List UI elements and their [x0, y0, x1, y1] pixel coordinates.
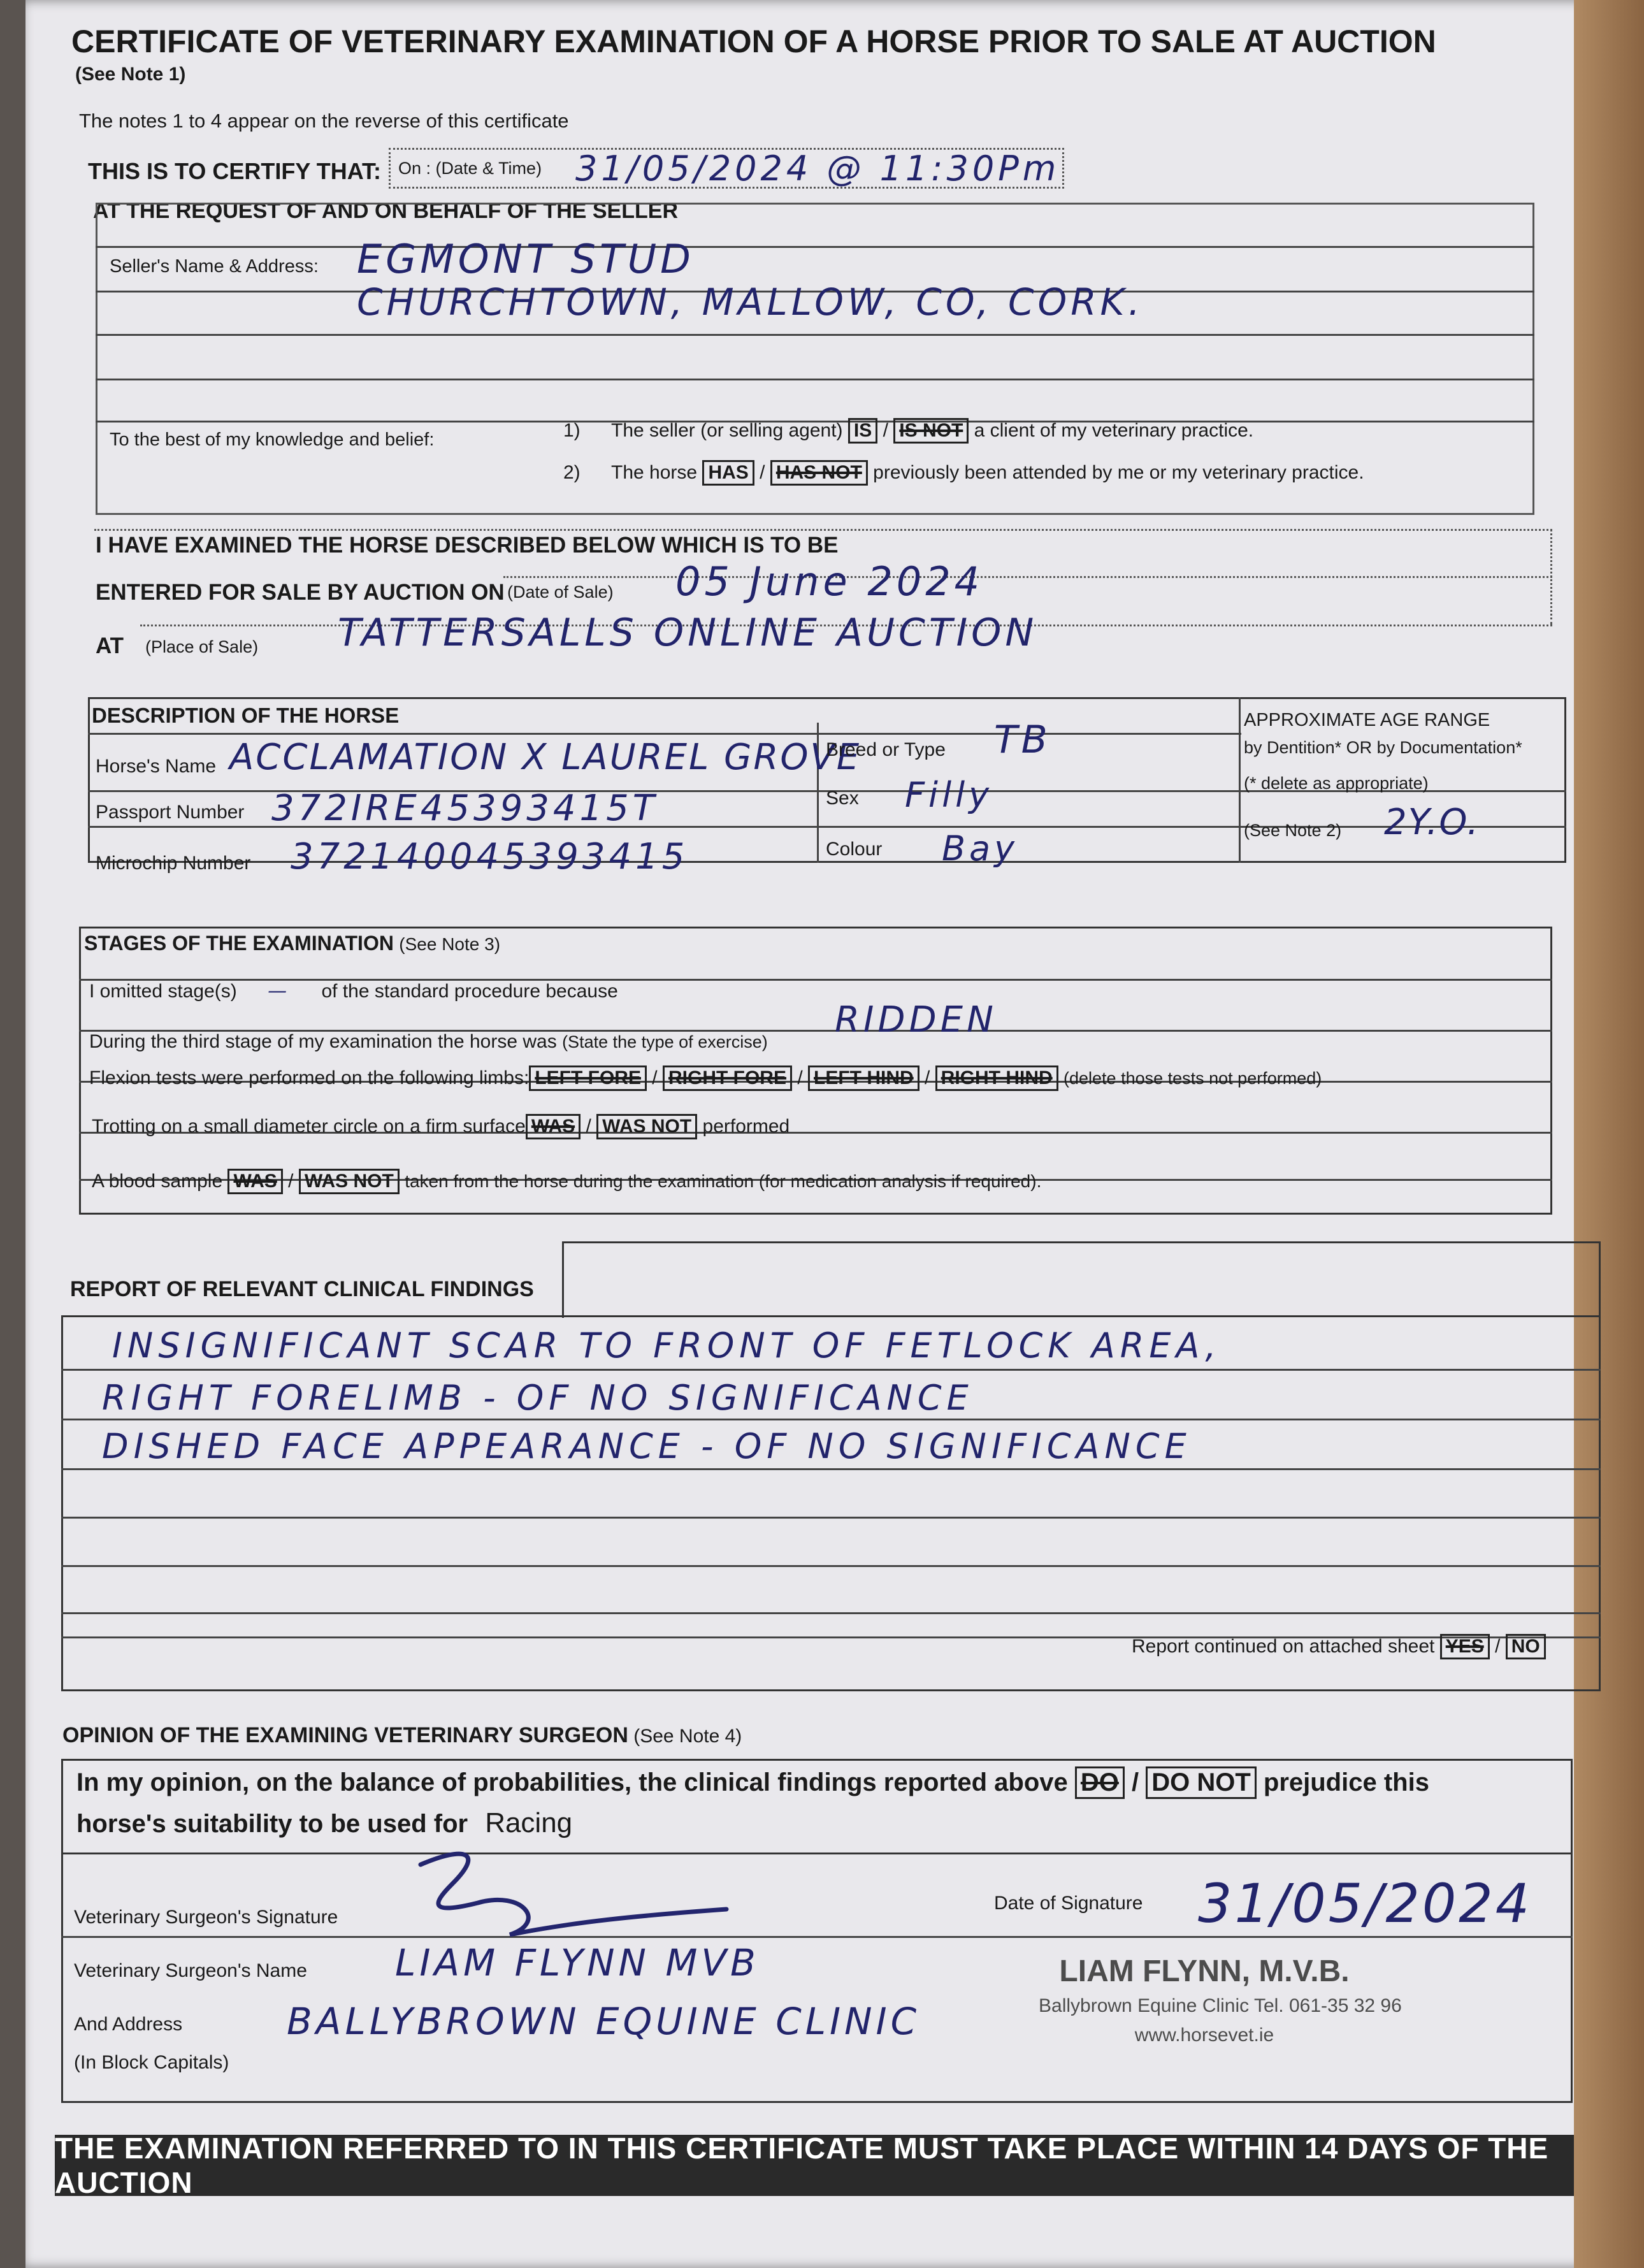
item1-post: a client of my veterinary practice.	[974, 420, 1254, 441]
blood-text: A blood sample	[92, 1171, 223, 1192]
report-top-box	[562, 1241, 1601, 1318]
rule	[61, 1468, 1601, 1470]
rule	[61, 1369, 1601, 1371]
third-stage-row	[89, 1031, 768, 1053]
opinion-do-not[interactable]: DO NOT	[1146, 1766, 1257, 1799]
trot-post: performed	[702, 1116, 790, 1137]
place-value[interactable]: TATTERSALLS ONLINE AUCTION	[338, 610, 1038, 655]
sale-date-value[interactable]: 05 June 2024	[675, 558, 984, 605]
report-line-3[interactable]: DISHED FACE APPEARANCE - OF NO SIGNIFICANCE	[102, 1426, 1192, 1466]
seller-name-value[interactable]: EGMONT STUD	[357, 236, 695, 282]
microchip-label: Microchip Number	[96, 853, 251, 874]
stages-note: (See Note 3)	[399, 934, 501, 954]
rule	[61, 1565, 1601, 1567]
address-note: (In Block Capitals)	[74, 2052, 229, 2073]
third-stage-text: During the third stage of my examination the horse was	[89, 1031, 557, 1052]
colour-label: Colour	[826, 839, 883, 860]
continued-yes[interactable]: YES	[1440, 1634, 1490, 1659]
stages-title: STAGES OF THE EXAMINATION	[84, 932, 394, 955]
address-value[interactable]: BALLYBROWN EQUINE CLINIC	[287, 2000, 921, 2043]
footer-bar: THE EXAMINATION REFERRED TO IN THIS CERTIFICATE MUST TAKE PLACE WITHIN 14 DAYS OF THE AUCTION	[55, 2135, 1574, 2196]
knowledge-label: To the best of my knowledge and belief:	[110, 430, 435, 450]
signature-scribble[interactable]	[408, 1845, 739, 1947]
rule	[503, 576, 1552, 578]
stages-heading	[84, 932, 500, 955]
blood-row: A blood sample WAS / WAS NOT taken from the horse during the examination (for medication analysis if required).	[92, 1169, 1041, 1194]
report-line-2[interactable]: RIGHT FORELIMB - OF NO SIGNIFICANCE	[102, 1378, 974, 1418]
flex-left-fore[interactable]: LEFT FORE	[529, 1065, 647, 1091]
opinion-title: OPINION OF THE EXAMINING VETERINARY SURGEON	[62, 1723, 628, 1747]
flexion-post: (delete those tests not performed)	[1064, 1069, 1322, 1088]
passport-label: Passport Number	[96, 802, 245, 823]
vet-stamp	[1039, 1954, 1402, 2046]
blood-was[interactable]: WAS	[227, 1169, 282, 1194]
date-time-field[interactable]	[389, 148, 1064, 189]
option-is-not[interactable]: IS NOT	[893, 418, 969, 444]
microchip-value[interactable]: 372140045393415	[291, 836, 689, 878]
rule	[61, 1612, 1601, 1614]
trot-was-not[interactable]: WAS NOT	[596, 1114, 697, 1139]
flex-right-fore[interactable]: RIGHT FORE	[663, 1065, 792, 1091]
omitted-pre: I omitted stage(s)	[89, 981, 237, 1002]
date-time-value: 31/05/2024 @ 11:30Pm	[575, 148, 1060, 189]
age-line3: (* delete as appropriate)	[1244, 774, 1429, 793]
age-heading: APPROXIMATE AGE RANGE	[1244, 710, 1490, 730]
option-has-not[interactable]: HAS NOT	[770, 460, 868, 486]
sale-heading: I HAVE EXAMINED THE HORSE DESCRIBED BELOW WHICH IS TO BE	[96, 533, 839, 558]
rule	[61, 1419, 1601, 1420]
date-signature-value[interactable]: 31/05/2024	[1198, 1872, 1532, 1935]
flex-left-hind[interactable]: LEFT HIND	[808, 1065, 919, 1091]
date-time-label: On : (Date & Time)	[398, 159, 542, 178]
trot-row: Trotting on a small diameter circle on a firm surface WAS / WAS NOT performed	[92, 1114, 790, 1139]
passport-value[interactable]: 372IRE45393415T	[271, 788, 658, 829]
flexion-text: Flexion tests were performed on the following limbs:	[89, 1067, 530, 1088]
opinion-line-1: In my opinion, on the balance of probabilities, the clinical findings reported above DO / DO NOT prejudice this	[76, 1766, 1429, 1799]
third-stage-value[interactable]: RIDDEN	[835, 999, 997, 1041]
blood-post: taken from the horse during the examination (for medication analysis if required).	[405, 1171, 1042, 1191]
horse-heading: DESCRIPTION OF THE HORSE	[92, 704, 400, 727]
report-continued-row: Report continued on attached sheet YES / NO	[1132, 1634, 1546, 1659]
horse-name-label: Horse's Name	[96, 756, 217, 777]
item1-text: The seller (or selling agent)	[611, 420, 843, 441]
opinion-note: (See Note 4)	[633, 1726, 742, 1747]
sex-value[interactable]: Filly	[905, 775, 993, 815]
seller-name-label: Seller's Name & Address:	[110, 256, 319, 277]
blood-was-not[interactable]: WAS NOT	[299, 1169, 400, 1194]
omitted-post: of the standard procedure because	[321, 981, 618, 1002]
at-label: AT	[96, 633, 124, 658]
rule	[96, 379, 1534, 380]
entered-label: ENTERED FOR SALE BY AUCTION ON	[96, 580, 505, 605]
rule	[61, 1517, 1601, 1519]
option-has[interactable]: HAS	[702, 460, 754, 486]
rule	[1239, 697, 1241, 863]
age-line2: by Dentition* OR by Documentation*	[1244, 738, 1522, 757]
sex-label: Sex	[826, 788, 859, 809]
continued-no[interactable]: NO	[1506, 1634, 1546, 1659]
trot-text: Trotting on a small diameter circle on a firm surface	[92, 1116, 526, 1137]
opinion-use-value[interactable]: Racing	[485, 1807, 573, 1838]
background-edge	[0, 0, 25, 2268]
omitted-row	[89, 980, 618, 1002]
omitted-value[interactable]: —	[268, 980, 291, 1002]
date-signature-label: Date of Signature	[994, 1893, 1143, 1914]
report-heading: REPORT OF RELEVANT CLINICAL FINDINGS	[70, 1277, 534, 1301]
vet-name-value[interactable]: LIAM FLYNN MVB	[395, 1941, 760, 1984]
option-is[interactable]: IS	[848, 418, 877, 444]
breed-label: Breed or Type	[826, 739, 946, 760]
opinion-heading	[62, 1723, 742, 1748]
address-label: And Address	[74, 2014, 183, 2035]
continued-text: Report continued on attached sheet	[1132, 1636, 1435, 1657]
age-note: (See Note 2)	[1244, 821, 1342, 840]
background-floor	[1574, 0, 1644, 2268]
notes-text: The notes 1 to 4 appear on the reverse of this certificate	[79, 110, 569, 132]
stamp-website: www.horsevet.ie	[1134, 2025, 1274, 2046]
item-number: 2)	[563, 462, 580, 483]
see-note-1: (See Note 1)	[75, 64, 186, 85]
flex-right-hind[interactable]: RIGHT HIND	[935, 1065, 1058, 1091]
opinion-do[interactable]: DO	[1075, 1766, 1125, 1799]
certify-label: THIS IS TO CERTIFY THAT:	[88, 158, 382, 184]
opinion-line-2	[76, 1807, 572, 1839]
colour-value[interactable]: Bay	[942, 828, 1019, 869]
stamp-clinic: Ballybrown Equine Clinic Tel. 061-35 32 96	[1039, 1995, 1402, 2016]
sale-date-label: (Date of Sale)	[507, 582, 614, 602]
opinion-text-3: horse's suitability to be used for	[76, 1810, 468, 1838]
horse-name-value[interactable]: ACCLAMATION X LAUREL GROVE	[229, 737, 862, 778]
rule	[96, 334, 1534, 336]
rule	[61, 1936, 1573, 1938]
opinion-text-2: prejudice this	[1263, 1768, 1429, 1796]
knowledge-item-2: 2) The horse HAS / HAS NOT previously been attended by me or my veterinary practice.	[563, 460, 1364, 486]
report-line-1[interactable]: INSIGNIFICANT SCAR TO FRONT OF FETLOCK AREA,	[112, 1325, 1222, 1366]
seller-address-value[interactable]: CHURCHTOWN, MALLOW, CO, CORK.	[357, 280, 1144, 324]
third-stage-note: (State the type of exercise)	[562, 1032, 768, 1051]
place-label: (Place of Sale)	[145, 637, 259, 656]
rule	[96, 246, 1534, 248]
stamp-name: LIAM FLYNN, M.V.B.	[1059, 1954, 1350, 1988]
certificate-title: CERTIFICATE OF VETERINARY EXAMINATION OF A HORSE PRIOR TO SALE AT AUCTION	[71, 24, 1436, 59]
rule	[88, 733, 1241, 735]
trot-was[interactable]: WAS	[526, 1114, 580, 1139]
item2-text: The horse	[611, 462, 698, 483]
flexion-row: Flexion tests were performed on the following limbs: LEFT FORE / RIGHT FORE / LEFT HIND / RIGHT HIND (delete those tests not performed)	[89, 1065, 1322, 1091]
opinion-text-1: In my opinion, on the balance of probabilities, the clinical findings reported above	[76, 1768, 1068, 1796]
age-value[interactable]: 2Y.O.	[1384, 802, 1480, 843]
seller-heading: AT THE REQUEST OF AND ON BEHALF OF THE SELLER	[93, 199, 678, 223]
breed-value[interactable]: TB	[994, 718, 1051, 762]
vet-name-label: Veterinary Surgeon's Name	[74, 1960, 307, 1981]
item2-post: previously been attended by me or my veterinary practice.	[873, 462, 1364, 483]
item-number: 1)	[563, 420, 580, 441]
knowledge-item-1: 1) The seller (or selling agent) IS / IS NOT a client of my veterinary practice.	[563, 418, 1253, 444]
signature-label: Veterinary Surgeon's Signature	[74, 1907, 338, 1928]
